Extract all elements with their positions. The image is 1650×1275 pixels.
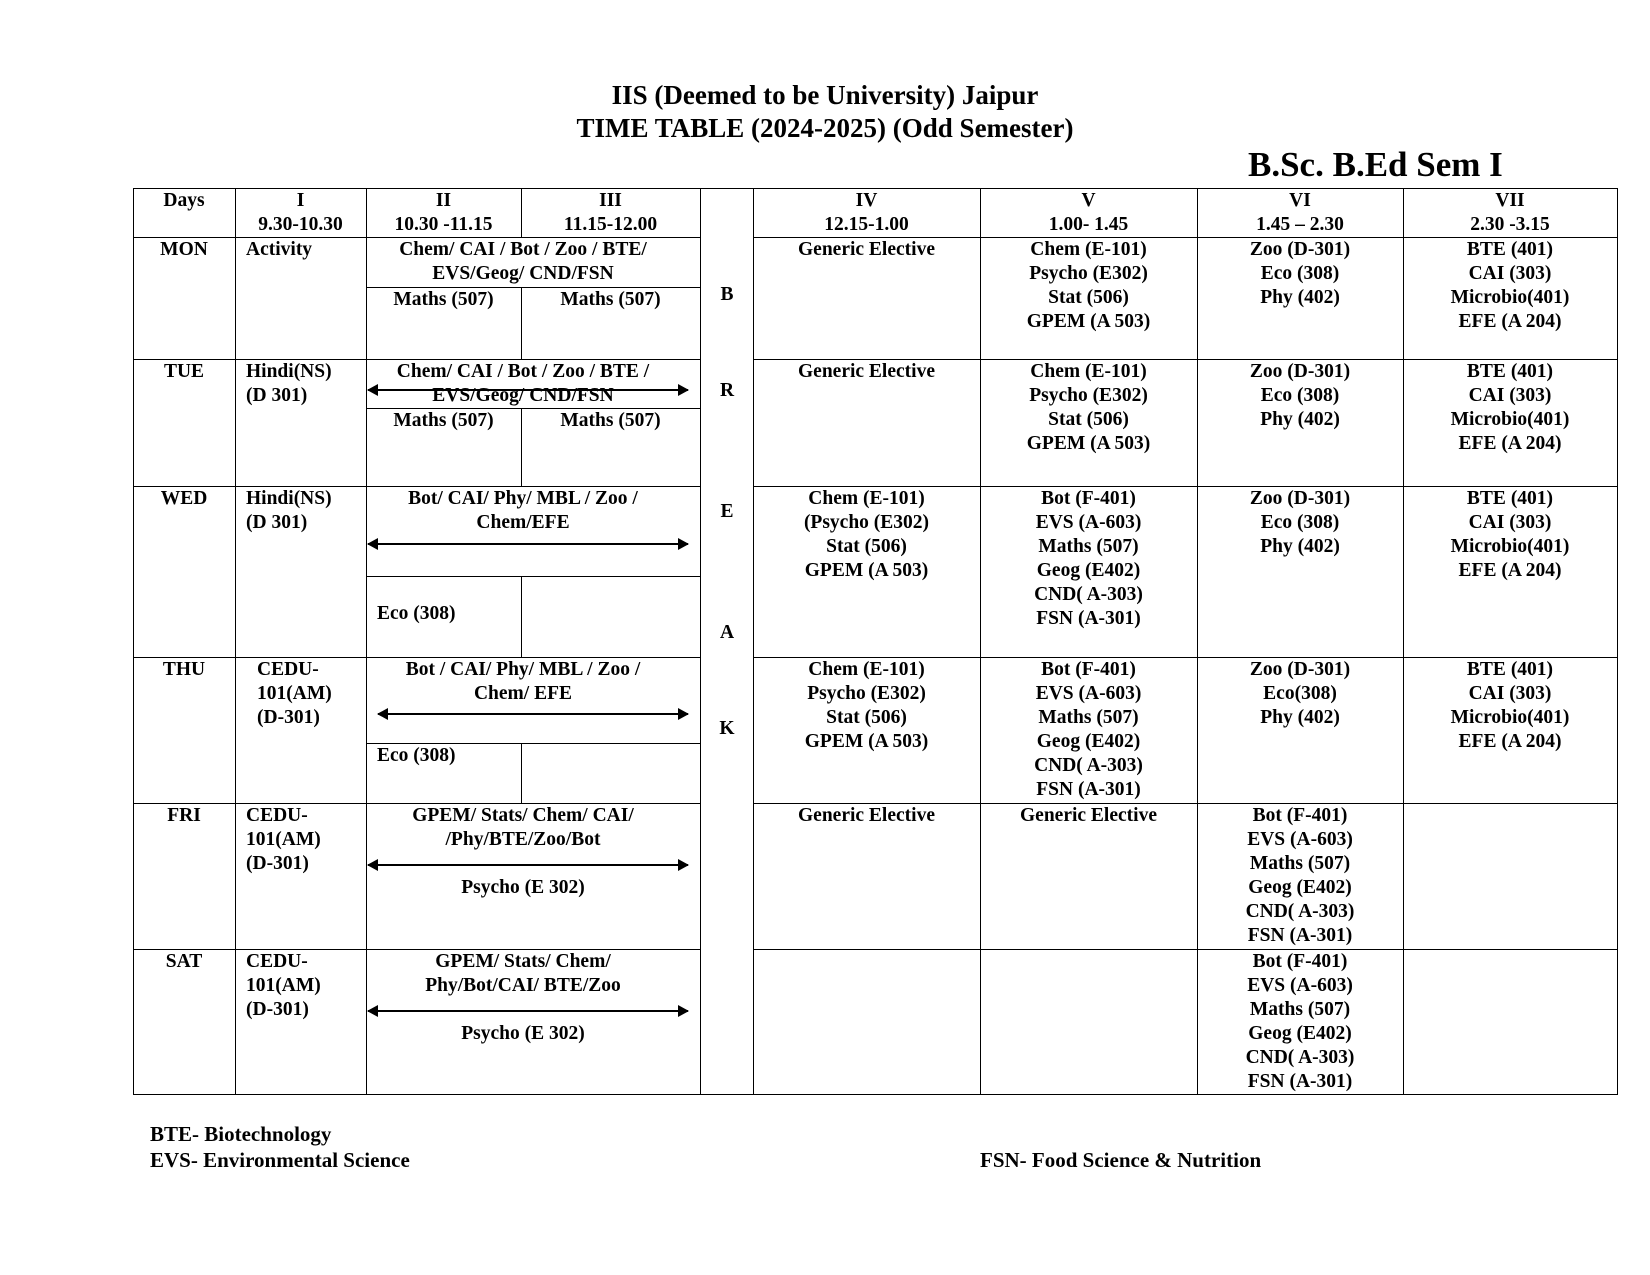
period-6-cell [1197, 238, 1403, 310]
period-4-cell-line: Generic Elective [798, 805, 935, 826]
column-time: 2.30 -3.15 [1470, 214, 1550, 235]
period-4-cell-line: Generic Elective [798, 361, 935, 382]
period-6-cell-line: Maths (507) [1249, 853, 1351, 874]
period-1-cell [246, 360, 366, 408]
period-6-cell-line: EVS (A-603) [1247, 829, 1353, 850]
period-4-cell-line: Stat (506) [826, 536, 907, 557]
period-5-cell-line: CND( A-303) [1034, 755, 1143, 776]
period-2-3-cell-line: Bot/ CAI/ Phy/ MBL / Zoo / [408, 488, 638, 509]
column-label: IV [855, 190, 878, 211]
period-2-3-cell [366, 487, 680, 535]
column-label: Days [163, 190, 205, 211]
period-2-3-cell-line: EVS/Geog/ CND/FSN [432, 263, 614, 284]
period-4-cell-line: GPEM (A 503) [804, 731, 929, 752]
period-5-cell-line: Chem (E-101) [1030, 239, 1147, 260]
period-6-cell-line: Zoo (D-301) [1249, 361, 1351, 382]
period-7-cell-line: EFE (A 204) [1458, 731, 1562, 752]
period-2-sub-cell [366, 288, 521, 312]
period-1-cell-line: CEDU- [246, 951, 308, 972]
break-letter: A [719, 622, 735, 643]
period-2-3-cell-line: Chem/ CAI / Bot / Zoo / BTE/ [399, 239, 647, 260]
grid-line [366, 576, 700, 577]
period-2-sub-cell-line: Eco (308) [377, 603, 456, 624]
period-4-cell-line: Chem (E-101) [808, 659, 925, 680]
period-1-cell [257, 658, 366, 730]
day-label [133, 360, 235, 384]
period-2-3-cell-line: EVS/Geog/ CND/FSN [432, 385, 614, 406]
period-4-cell [753, 238, 980, 262]
period-5-cell [980, 360, 1197, 456]
period-6-cell-line: CND( A-303) [1245, 901, 1355, 922]
period-2-sub-cell-line: Maths (507) [393, 289, 494, 310]
period-7-cell-line: Microbio(401) [1450, 707, 1570, 728]
day-label [133, 804, 235, 828]
timetable-title: TIME TABLE (2024-2025) (Odd Semester) [576, 113, 1074, 143]
period-1-cell [246, 487, 366, 535]
period-6-cell [1197, 487, 1403, 559]
period-2-3-cell-line: Chem/ CAI / Bot / Zoo / BTE / [396, 361, 650, 382]
column-header [753, 189, 980, 237]
period-6-cell-line: Phy (402) [1260, 536, 1340, 557]
column-time: 9.30-10.30 [258, 214, 343, 235]
note-bte: BTE- Biotechnology [150, 1122, 332, 1146]
period-2-3-cell [366, 658, 680, 706]
column-time: 12.15-1.00 [824, 214, 909, 235]
period-6-cell-line: FSN (A-301) [1247, 1071, 1353, 1092]
column-time: 10.30 -11.15 [394, 214, 493, 235]
period-1-cell-line: Activity [246, 239, 313, 260]
period-1-cell-line: (D-301) [257, 707, 320, 728]
program-title: B.Sc. B.Ed Sem I [1248, 145, 1503, 184]
column-header [980, 189, 1197, 237]
column-label: III [599, 190, 622, 211]
period-7-cell-line: CAI (303) [1468, 263, 1552, 284]
column-header [133, 189, 235, 213]
day-label [133, 950, 235, 974]
period-2-3-cell-line: GPEM/ Stats/ Chem/ CAI/ [412, 805, 634, 826]
period-7-cell-line: Microbio(401) [1450, 409, 1570, 430]
period-3-sub-cell-line: Maths (507) [560, 410, 661, 431]
period-2-3-cell [366, 950, 680, 998]
period-2-3-cell-line: Bot / CAI/ Phy/ MBL / Zoo / [405, 659, 641, 680]
period-1-cell-line: CEDU- [246, 805, 308, 826]
period-6-cell-line: Bot (F-401) [1252, 951, 1348, 972]
column-header [521, 189, 700, 237]
period-5-cell-line: Geog (E402) [1036, 731, 1141, 752]
grid-line [753, 188, 754, 1095]
period-6-cell-line: Zoo (D-301) [1249, 659, 1351, 680]
grid-line [521, 743, 522, 803]
period-1-cell-line: (D-301) [246, 999, 309, 1020]
period-7-cell [1403, 658, 1617, 754]
period-1-cell-line: (D 301) [246, 512, 308, 533]
university-title: IIS (Deemed to be University) Jaipur [611, 80, 1039, 110]
period-2-3-cell-line: Chem/EFE [476, 512, 570, 533]
period-7-cell-line: BTE (401) [1466, 488, 1554, 509]
period-6-cell-line: EVS (A-603) [1247, 975, 1353, 996]
period-7-cell-line: EFE (A 204) [1458, 433, 1562, 454]
period-1-cell-line: CEDU- [257, 659, 319, 680]
period-7-cell-line: CAI (303) [1468, 683, 1552, 704]
period-6-cell-line: Phy (402) [1260, 287, 1340, 308]
grid-line [753, 949, 1617, 950]
period-6-cell [1197, 804, 1403, 948]
grid-line [235, 188, 236, 1095]
period-4-cell [753, 658, 980, 754]
period-2-3-after-cell-line: Psycho (E 302) [461, 1023, 585, 1044]
period-5-cell-line: Chem (E-101) [1030, 361, 1147, 382]
period-5-cell-line: FSN (A-301) [1036, 779, 1141, 800]
note-fsn: FSN- Food Science & Nutrition [980, 1148, 1262, 1172]
period-6-cell-line: CND( A-303) [1245, 1047, 1355, 1068]
period-6-cell [1197, 950, 1403, 1094]
period-7-cell [1403, 360, 1617, 456]
period-2-3-after-cell [366, 1022, 680, 1046]
period-6-cell-line: FSN (A-301) [1247, 925, 1353, 946]
break-letter: E [720, 501, 734, 522]
period-5-cell-line: Bot (F-401) [1041, 488, 1136, 509]
period-7-cell-line: BTE (401) [1466, 361, 1554, 382]
period-5-cell-line: Bot (F-401) [1041, 659, 1136, 680]
period-2-3-cell-line: Chem/ EFE [473, 683, 573, 704]
period-2-3-cell-line: Phy/Bot/CAI/ BTE/Zoo [425, 975, 621, 996]
period-1-cell-line: (D-301) [246, 853, 309, 874]
period-5-cell-line: CND( A-303) [1034, 584, 1143, 605]
period-4-cell-line: (Psycho (E302) [803, 512, 930, 533]
day-label [133, 658, 235, 682]
period-5-cell-line: Psycho (E302) [1029, 263, 1148, 284]
period-4-cell [753, 360, 980, 384]
period-2-sub-cell-line: Eco (308) [377, 745, 456, 766]
period-7-cell-line: CAI (303) [1468, 385, 1552, 406]
column-label: VII [1495, 190, 1525, 211]
column-header [366, 189, 521, 237]
period-6-cell-line: Phy (402) [1260, 707, 1340, 728]
column-time: 1.45 – 2.30 [1256, 214, 1344, 235]
break-letter: B [720, 284, 734, 305]
grid-line [521, 576, 522, 657]
column-time: 1.00- 1.45 [1048, 214, 1129, 235]
period-2-3-after-cell [366, 876, 680, 900]
day-label-line: TUE [163, 361, 205, 382]
period-7-cell [1403, 238, 1617, 334]
period-7-cell-line: Microbio(401) [1450, 536, 1570, 557]
period-5-cell [980, 487, 1197, 631]
period-3-sub-cell-line: Maths (507) [560, 289, 661, 310]
period-1-cell-line: (D 301) [246, 385, 308, 406]
span-arrow-icon [368, 1010, 688, 1012]
day-label-line: MON [160, 239, 208, 260]
column-header [1403, 189, 1617, 237]
span-arrow-icon [368, 543, 688, 545]
period-6-cell-line: Geog (E402) [1248, 1023, 1352, 1044]
period-6-cell-line: Phy (402) [1260, 409, 1340, 430]
note-evs: EVS- Environmental Science [150, 1148, 410, 1172]
period-4-cell-line: Generic Elective [798, 239, 935, 260]
period-5-cell-line: FSN (A-301) [1036, 608, 1141, 629]
period-5-cell-line: EVS (A-603) [1035, 683, 1142, 704]
period-5-cell-line: Maths (507) [1038, 707, 1139, 728]
period-5-cell-line: Stat (506) [1048, 409, 1129, 430]
period-1-cell [246, 950, 366, 1022]
period-6-cell-line: Geog (E402) [1248, 877, 1352, 898]
period-2-3-after-cell-line: Psycho (E 302) [461, 877, 585, 898]
day-label-line: SAT [165, 951, 203, 972]
period-6-cell-line: Maths (507) [1249, 999, 1351, 1020]
period-2-3-cell [366, 804, 680, 852]
day-label [133, 487, 235, 511]
period-6-cell [1197, 658, 1403, 730]
grid-line [133, 1094, 1617, 1095]
period-7-cell-line: Microbio(401) [1450, 287, 1570, 308]
grid-line [1617, 188, 1618, 1095]
day-label-line: FRI [167, 805, 201, 826]
day-label-line: THU [162, 659, 206, 680]
period-2-3-cell [366, 238, 680, 286]
period-2-3-cell [366, 360, 680, 408]
period-5-cell-line: Stat (506) [1048, 287, 1129, 308]
day-label-line: WED [160, 488, 208, 509]
column-label: VI [1289, 190, 1311, 211]
column-label: V [1081, 190, 1096, 211]
period-6-cell-line: Eco (308) [1260, 263, 1340, 284]
period-5-cell-line: GPEM (A 503) [1026, 311, 1151, 332]
day-label [133, 238, 235, 262]
period-7-cell-line: EFE (A 204) [1458, 311, 1562, 332]
period-5-cell-line: GPEM (A 503) [1026, 433, 1151, 454]
grid-line [700, 188, 701, 1095]
period-5-cell-line: Geog (E402) [1036, 560, 1141, 581]
span-arrow-icon [368, 864, 688, 866]
period-5-cell-line: Generic Elective [1020, 805, 1157, 826]
period-6-cell-line: Zoo (D-301) [1249, 488, 1351, 509]
period-7-cell-line: CAI (303) [1468, 512, 1552, 533]
break-letter: K [719, 718, 735, 739]
period-5-cell [980, 804, 1197, 828]
period-4-cell-line: Psycho (E302) [807, 683, 926, 704]
break-letter: R [719, 380, 735, 401]
period-4-cell-line: GPEM (A 503) [804, 560, 929, 581]
period-2-3-cell-line: /Phy/BTE/Zoo/Bot [445, 829, 601, 850]
period-2-3-cell-line: GPEM/ Stats/ Chem/ [435, 951, 611, 972]
period-6-cell-line: Bot (F-401) [1252, 805, 1348, 826]
period-6-cell-line: Zoo (D-301) [1249, 239, 1351, 260]
period-2-sub-cell-line: Maths (507) [393, 410, 494, 431]
column-header [235, 189, 366, 237]
period-6-cell-line: Eco(308) [1263, 683, 1337, 704]
period-4-cell [753, 487, 980, 583]
period-5-cell-line: Psycho (E302) [1029, 385, 1148, 406]
period-1-cell [246, 804, 366, 876]
period-1-cell-line: Hindi(NS) [246, 361, 332, 382]
period-6-cell-line: Eco (308) [1260, 512, 1340, 533]
period-1-cell [246, 238, 366, 262]
period-5-cell [980, 238, 1197, 334]
period-7-cell-line: EFE (A 204) [1458, 560, 1562, 581]
period-1-cell-line: 101(AM) [246, 975, 321, 996]
period-2-sub-cell [366, 409, 521, 433]
period-2-sub-cell [377, 602, 521, 626]
period-6-cell [1197, 360, 1403, 432]
period-5-cell-line: EVS (A-603) [1035, 512, 1142, 533]
column-label: I [296, 190, 305, 211]
period-5-cell [980, 658, 1197, 802]
span-arrow-icon [378, 713, 688, 715]
period-6-cell-line: Eco (308) [1260, 385, 1340, 406]
period-5-cell-line: Maths (507) [1038, 536, 1139, 557]
period-7-cell-line: BTE (401) [1466, 239, 1554, 260]
period-4-cell-line: Stat (506) [826, 707, 907, 728]
period-7-cell-line: BTE (401) [1466, 659, 1554, 680]
period-7-cell [1403, 487, 1617, 583]
column-label: II [435, 190, 452, 211]
period-1-cell-line: 101(AM) [257, 683, 332, 704]
period-3-sub-cell [521, 409, 700, 433]
period-1-cell-line: 101(AM) [246, 829, 321, 850]
period-1-cell-line: Hindi(NS) [246, 488, 332, 509]
period-4-cell-line: Chem (E-101) [808, 488, 925, 509]
period-2-sub-cell [377, 744, 521, 768]
period-4-cell [753, 804, 980, 828]
period-3-sub-cell [521, 288, 700, 312]
column-header [1197, 189, 1403, 237]
column-time: 11.15-12.00 [563, 214, 658, 235]
